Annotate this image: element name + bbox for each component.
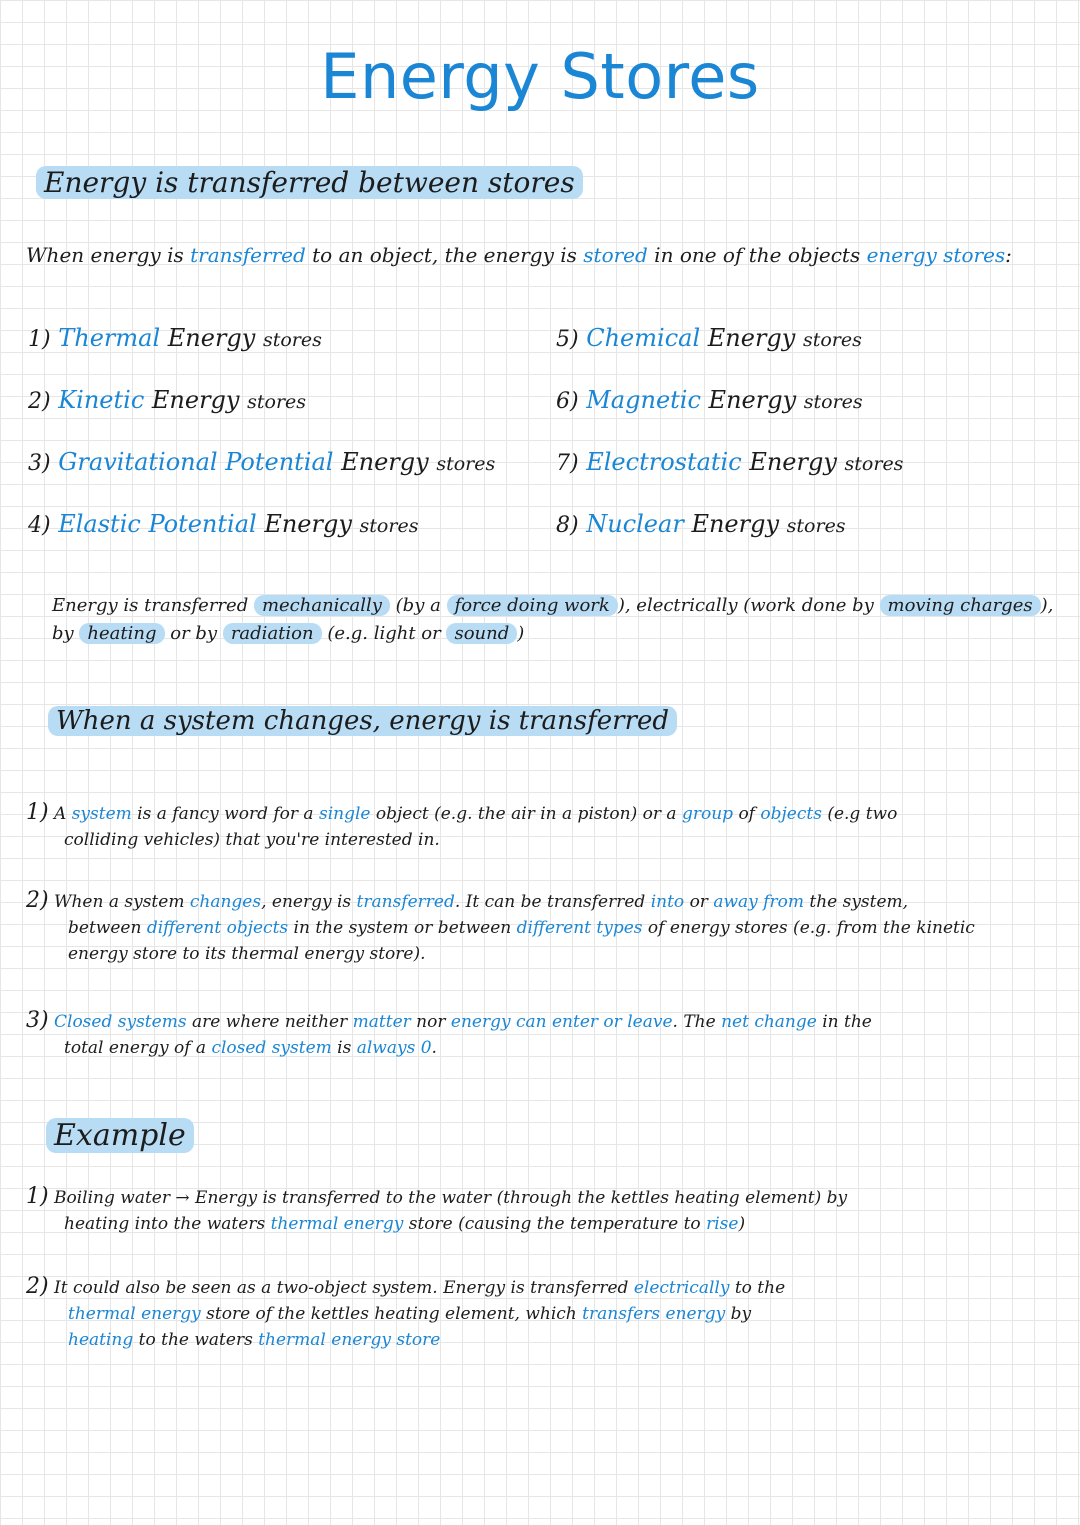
store-item: 8) Nuclear Energy stores [556, 510, 846, 538]
section-heading-example: Example [46, 1118, 194, 1153]
energy-stores-list-right [556, 322, 903, 542]
store-item: 4) Elastic Potential Energy stores [28, 510, 419, 538]
store-item: 3) Gravitational Potential Energy stores [28, 448, 496, 476]
store-item: 5) Chemical Energy stores [556, 324, 862, 352]
store-item: 2) Kinetic Energy stores [28, 386, 307, 414]
example-item-1: 1) Boiling water → Energy is transferred to the water (through the kettles heating element) by heating into the waters thermal energy store (causing the temperature to rise) [26, 1184, 848, 1234]
system-point-2: 2) When a system changes, energy is transferred. It can be transferred into or away from the system, between different objects in the system or between different types of energy stores (e.g. from the kinetic energy store to its thermal energy store). [26, 888, 975, 964]
store-item: 6) Magnetic Energy stores [556, 386, 863, 414]
store-item: 7) Electrostatic Energy stores [556, 448, 904, 476]
intro-paragraph: When energy is transferred to an object, the energy is stored in one of the objects energy stores: [26, 243, 1012, 267]
energy-stores-list-left [28, 322, 495, 542]
page-title: Energy Stores [320, 40, 760, 113]
section-heading-energy-transfer: Energy is transferred between stores [36, 166, 583, 199]
system-point-3: 3) Closed systems are where neither matter nor energy can enter or leave. The net change in the total energy of a closed system is always 0. [26, 1008, 872, 1058]
example-item-2: 2) It could also be seen as a two-object system. Energy is transferred electrically to the thermal energy store of the kettles heating element, which transfers energy by heating to the waters thermal energy store [26, 1274, 786, 1350]
store-item: 1) Thermal Energy stores [28, 324, 322, 352]
system-point-1: 1) A system is a fancy word for a single object (e.g. the air in a piston) or a group of objects (e.g two colliding vehicles) that you're interested in. [26, 800, 898, 850]
section-heading-system-changes: When a system changes, energy is transferred [48, 706, 677, 736]
transfer-methods-paragraph: Energy is transferred mechanically (by a force doing work ), electrically (work done by moving charges ), by heating or by radiation (e.g. light or sound ) [52, 595, 1054, 644]
